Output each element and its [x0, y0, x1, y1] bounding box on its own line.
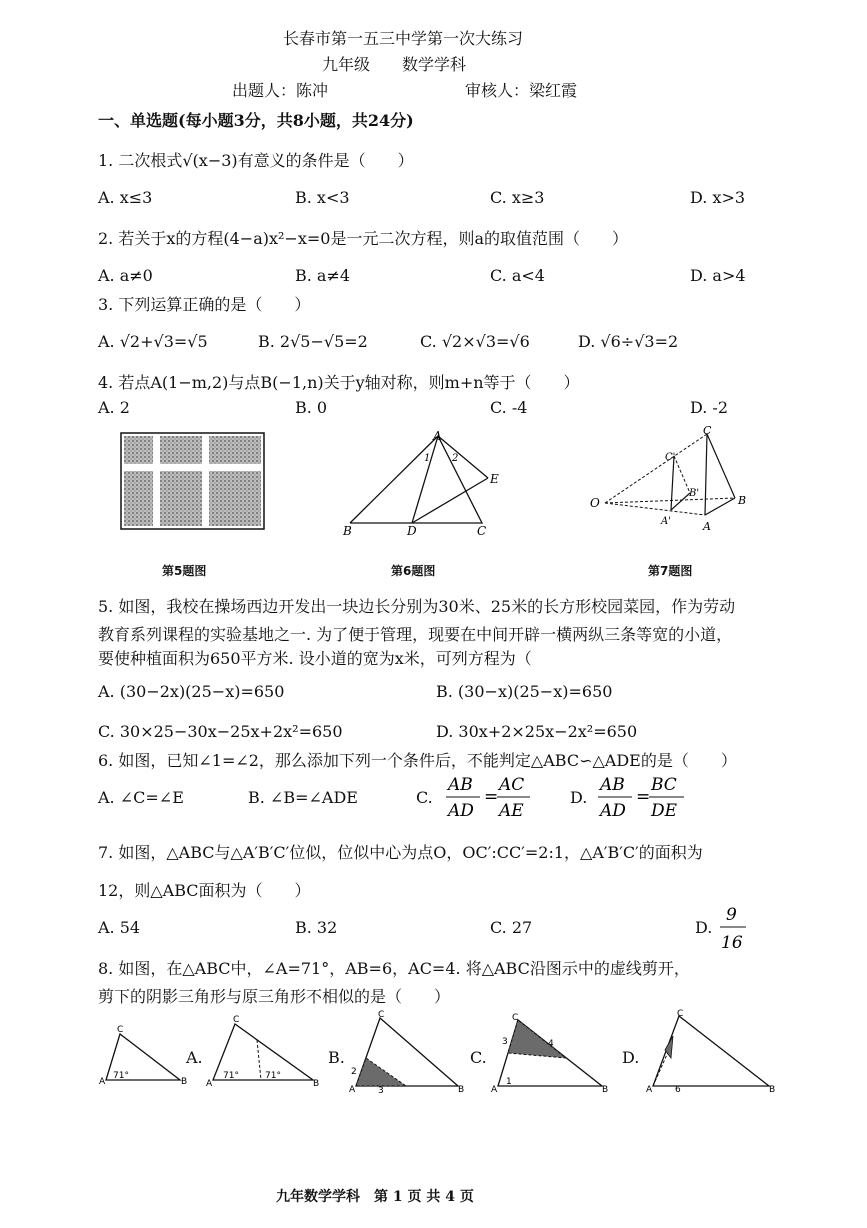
q8-option-a: A. [186, 1048, 203, 1067]
caption-fig7: 第7题图 [648, 564, 693, 578]
q8b-label-3: 3 [378, 1086, 384, 1096]
q4-option-c: C. -4 [490, 398, 528, 417]
svg-text:=: = [636, 787, 651, 807]
fig7-label-a1: A' [661, 516, 671, 527]
q8-line2: 剪下的阴影三角形与原三角形不相似的是（ ） [98, 987, 451, 1006]
q4-option-a: A. 2 [98, 398, 130, 417]
q8b-label-2: 2 [351, 1067, 357, 1077]
q6d-d2: DE [651, 801, 678, 821]
q7d-num: 9 [726, 905, 737, 925]
q8-option-d: D. [622, 1048, 640, 1067]
q8-option-c-figure [490, 1013, 610, 1095]
q8c-label-b: B [602, 1085, 609, 1095]
q4-stem: 4. 若点A(1−m,2)与点B(−1,n)关于y轴对称，则m+n等于（ ） [98, 373, 580, 392]
q3-option-b: B. 2√5−√5=2 [258, 332, 368, 351]
q5-option-a: A. (30−2x)(25−x)=650 [98, 682, 285, 701]
q6c-d1: AD [448, 801, 474, 821]
q6-stem: 6. 如图，已知∠1=∠2，那么添加下列一个条件后，不能判定△ABC∽△ADE的是（ ） [98, 751, 737, 770]
q8-option-a-figure [205, 1015, 320, 1090]
q5-option-d: D. 30x+2×25x−2x²=650 [436, 722, 638, 741]
q8-orig-angle: 71° [113, 1071, 129, 1081]
q6-option-d: D. [570, 788, 588, 807]
q3-option-a: A. √2+√3=√5 [98, 332, 208, 351]
fig7-label-c1: C' [665, 452, 676, 463]
q6d-n1: AB [600, 775, 625, 795]
q8b-label-c: C [378, 1010, 385, 1020]
fig7-label-o: O [590, 496, 600, 510]
q6c-d2: AE [499, 801, 524, 821]
q3-option-c: C. √2×√3=√6 [420, 332, 530, 351]
q2-stem: 2. 若关于x的方程(4−a)x²−x=0是一元二次方程，则a的取值范围（ ） [98, 229, 628, 248]
section-heading: 一、单选题(每小题3分，共8小题，共24分) [98, 111, 414, 130]
q8d-label-a: A [646, 1085, 653, 1095]
q8c-label-3: 3 [502, 1037, 508, 1047]
caption-fig5: 第5题图 [162, 564, 207, 578]
q8d-label-6: 6 [675, 1085, 681, 1095]
q7-line2: 12，则△ABC面积为（ ） [98, 881, 311, 900]
q8b-label-b: B [458, 1085, 465, 1095]
q8d-label-b: B [769, 1085, 776, 1095]
fig6-label-a: A [433, 429, 442, 443]
exam-title: 长春市第一五三中学第一次大练习 [283, 29, 524, 48]
q4-option-d: D. -2 [690, 398, 729, 417]
q1-option-a: A. x≤3 [98, 188, 153, 207]
q4-option-b: B. 0 [295, 398, 328, 417]
q5-line3: 要使种植面积为650平方米. 设小道的宽为x米，可列方程为（ [98, 649, 532, 668]
q7-line1: 7. 如图，△ABC与△A′B′C′位似，位似中心为点O，OC′:CC′=2:1，△A′B′C′的面积为 [98, 843, 703, 862]
author: 出题人：陈冲 [232, 81, 329, 100]
figure-5-garden [120, 432, 265, 530]
q8-orig-a: A [99, 1077, 106, 1087]
q6-option-d-fraction [596, 772, 691, 822]
q8a-angle-1: 71° [223, 1071, 239, 1081]
q1-option-d: D. x>3 [690, 188, 746, 207]
fig6-label-b: B [343, 524, 352, 538]
q8c-label-a: A [491, 1085, 498, 1095]
q7-option-b: B. 32 [295, 918, 338, 937]
q8b-label-a: A [349, 1085, 356, 1095]
fig6-angle-2: 2 [452, 453, 459, 464]
q2-option-b: B. a≠4 [295, 266, 351, 285]
fig7-label-a: A [703, 520, 711, 533]
caption-fig6: 第6题图 [391, 564, 436, 578]
q7-option-a: A. 54 [98, 918, 141, 937]
fig7-label-b: B [738, 494, 747, 507]
q8-orig-c: C [117, 1025, 124, 1035]
q7-option-d: D. [695, 918, 713, 937]
q8c-label-c: C [512, 1013, 519, 1023]
q8-option-c: C. [470, 1048, 487, 1067]
q8-original-triangle [98, 1025, 188, 1088]
q1-stem: 1. 二次根式√(x−3)有意义的条件是（ ） [98, 151, 414, 170]
q8-line1: 8. 如图，在△ABC中，∠A=71°，AB=6，AC=4. 将△ABC沿图示中的虚线剪开， [98, 959, 690, 978]
q6-option-c-fraction [444, 772, 534, 822]
q8-option-d-figure [645, 1010, 775, 1094]
fig7-label-c: C [703, 424, 712, 437]
q8a-label-c: C [233, 1015, 240, 1025]
q6c-n1: AB [448, 775, 473, 795]
q5-option-c: C. 30×25−30x−25x+2x²=650 [98, 722, 343, 741]
q8a-label-a: A [206, 1079, 213, 1089]
page-footer: 九年数学学科 第 1 页 共 4 页 [276, 1189, 474, 1205]
fig6-label-d: D [407, 524, 417, 538]
q7-option-d-fraction [718, 900, 748, 954]
q5-line1: 5. 如图，我校在操场西边开发出一块边长分别为30米、25米的长方形校园菜园，作为劳动 [98, 597, 736, 616]
q8a-angle-2: 71° [265, 1071, 281, 1081]
q6-option-a: A. ∠C=∠E [98, 788, 184, 807]
q7-option-c: C. 27 [490, 918, 533, 937]
q8d-label-c: C [677, 1009, 684, 1019]
q6-option-b: B. ∠B=∠ADE [248, 788, 358, 807]
q1-option-c: C. x≥3 [490, 188, 545, 207]
q6d-n2: BC [651, 775, 677, 795]
q3-option-d: D. √6÷√3=2 [578, 332, 679, 351]
fig6-label-c: C [477, 524, 487, 538]
svg-text:=: = [484, 787, 499, 807]
figure-7-homothety [585, 424, 760, 536]
figure-6-triangles [340, 428, 510, 540]
q8-option-b: B. [328, 1048, 345, 1067]
q8-option-b-figure [348, 1010, 465, 1096]
q6d-d1: AD [600, 801, 626, 821]
grade-subject: 九年级 数学学科 [322, 55, 467, 74]
q8c-label-4: 4 [548, 1039, 554, 1049]
q8a-label-b: B [313, 1079, 320, 1089]
q6c-n2: AC [499, 775, 525, 795]
q1-option-b: B. x<3 [295, 188, 350, 207]
fig7-label-b1: B' [689, 488, 700, 499]
fig6-angle-1: 1 [424, 453, 431, 464]
q6-option-c: C. [416, 788, 433, 807]
q7d-den: 16 [721, 933, 743, 953]
fig6-label-e: E [490, 472, 499, 486]
q2-option-d: D. a>4 [690, 266, 746, 285]
q8-orig-b: B [181, 1077, 188, 1087]
q2-option-c: C. a<4 [490, 266, 545, 285]
q3-stem: 3. 下列运算正确的是（ ） [98, 295, 311, 314]
q2-option-a: A. a≠0 [98, 266, 153, 285]
q5-line2: 教育系列课程的实验基地之一. 为了便于管理，现要在中间开辟一横两纵三条等宽的小道， [98, 625, 733, 644]
q5-option-b: B. (30−x)(25−x)=650 [436, 682, 613, 701]
reviewer: 审核人：梁红霞 [465, 81, 578, 100]
q8c-label-1: 1 [506, 1077, 512, 1087]
